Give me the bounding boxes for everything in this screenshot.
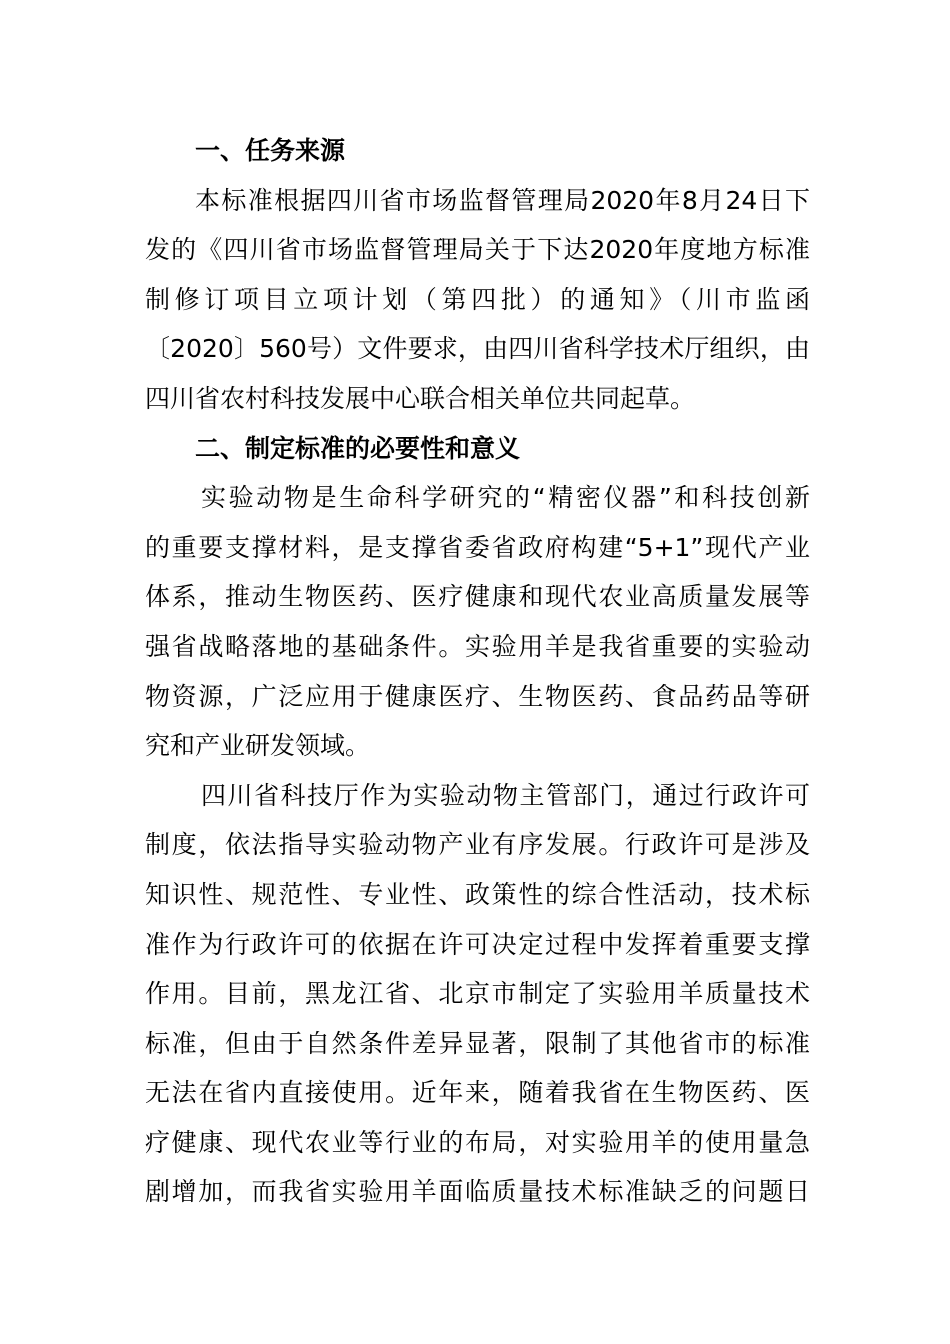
text-line: 强省战略落地的基础条件。实验用羊是我省重要的实验动 [145,631,810,661]
text-line: 四川省农村科技发展中心联合相关单位共同起草。 [145,383,696,413]
paragraph-administrative-licensing [145,771,810,1217]
text-line: 无法在省内直接使用。近年来，随着我省在生物医药、医 [145,1078,810,1108]
text-line: 知识性、规范性、专业性、政策性的综合性活动，技术标 [145,879,810,909]
document-body [145,126,810,1217]
text-line: 制度，依法指导实验动物产业有序发展。行政许可是涉及 [145,830,810,860]
text-line: 制修订项目立项计划（第四批）的通知》（川市监函 [145,284,810,314]
section-heading-task-source: 一、任务来源 [195,136,346,165]
text-line: 本标准根据四川省市场监督管理局2020年8月24日下 [195,185,810,215]
text-line: 标准，但由于自然条件差异显著，限制了其他省市的标准 [145,1028,810,1058]
text-line: 究和产业研发领域。 [145,731,371,761]
text-line: 体系，推动生物医药、医疗健康和现代农业高质量发展等 [145,582,810,612]
section-heading-necessity: 二、制定标准的必要性和意义 [195,433,521,463]
text-line: 准作为行政许可的依据在许可决定过程中发挥着重要支撑 [145,929,810,959]
text-line: 剧增加，而我省实验用羊面临质量技术标准缺乏的问题日 [145,1177,810,1207]
paragraph-task-source [145,176,810,424]
text-line: 实验动物是生命科学研究的“精密仪器”和科技创新 [201,483,810,513]
paragraph-lab-animals [145,473,810,771]
text-line: 作用。目前，黑龙江省、北京市制定了实验用羊质量技术 [145,979,810,1009]
text-line: 的重要支撑材料，是支撑省委省政府构建“5+1”现代产业 [145,532,810,562]
text-line: 疗健康、现代农业等行业的布局，对实验用羊的使用量急 [145,1127,810,1157]
text-line: 四川省科技厅作为实验动物主管部门，通过行政许可 [201,780,810,810]
text-line: 发的《四川省市场监督管理局关于下达2020年度地方标准 [145,235,810,265]
text-line: 物资源，广泛应用于健康医疗、生物医药、食品药品等研 [145,681,810,711]
text-line: 〔2020〕560号）文件要求，由四川省科学技术厅组织，由 [145,334,810,364]
